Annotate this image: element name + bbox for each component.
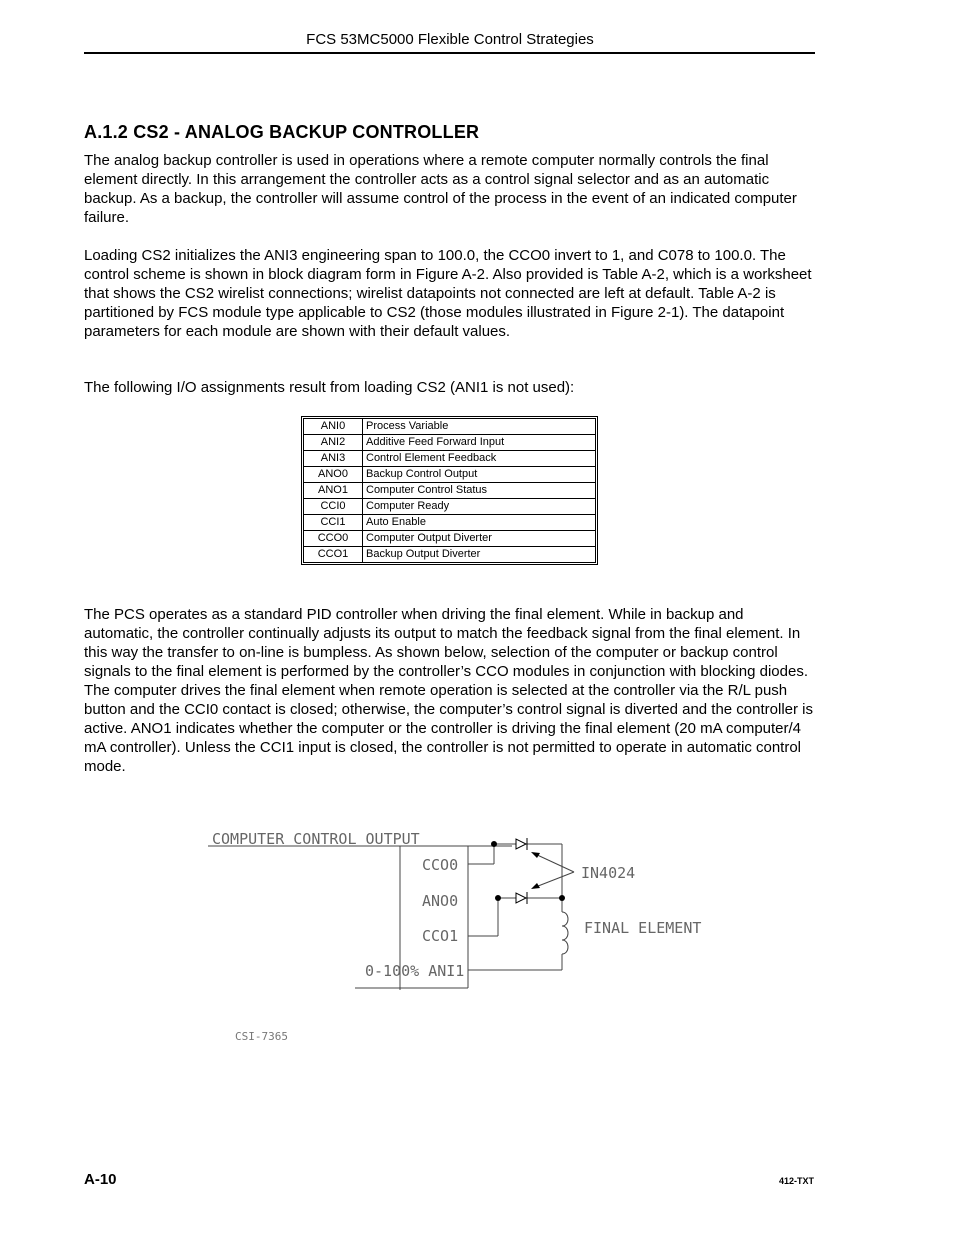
page-number: A-10 (84, 1171, 117, 1188)
cco1-label: CCO1 (422, 927, 459, 945)
page-header-title: FCS 53MC5000 Flexible Control Strategies (306, 31, 594, 48)
junction-dot (495, 895, 501, 901)
table-row (304, 483, 596, 499)
table-row (304, 451, 596, 467)
io-code: ANO0 (304, 467, 363, 483)
diode-label: IN4024 (581, 864, 636, 882)
computer-output-label: COMPUTER CONTROL OUTPUT (212, 830, 420, 848)
io-code: ANO1 (304, 483, 363, 499)
diode-pointer-line (533, 853, 574, 872)
table-row (304, 435, 596, 451)
arrowhead-icon (531, 883, 540, 889)
document-code: 412-TXT (778, 1176, 814, 1186)
io-assignment-table (301, 416, 598, 565)
paragraph-operation: The PCS operates as a standard PID controller when driving the final element. While in backup and automatic, the controller continually adjusts its output to match the feedback signal from the final element. In this way the transfer to on-line is bumpless. As shown below, selection of the computer or backup control signals to the final element is performed by the controller’s CCO modules in conjunction with blocking diodes. The computer drives the final element when remote operation is selected at the controller via the R/L push button and the CCI0 contact is closed; otherwise, the computer’s control signal is diverted and the controller is active. ANO1 indicates whether the computer or the controller is driving the final element (20 mA computer/4 mA controller). Unless the CCI1 input is closed, the controller is not permitted to operate in automatic control mode. (84, 606, 814, 775)
table-row (304, 515, 596, 531)
paragraph-io-intro: The following I/O assignments result from loading CS2 (ANI1 is not used): (84, 379, 575, 396)
io-description: Computer Control Status (363, 483, 596, 499)
diode-pointer-line (533, 872, 574, 888)
drawing-id: CSI-7365 (235, 1030, 288, 1043)
table-row (304, 419, 596, 435)
io-code: CCI0 (304, 499, 363, 515)
io-description: Additive Feed Forward Input (363, 435, 596, 451)
section-heading: A.1.2 CS2 - ANALOG BACKUP CONTROLLER (84, 122, 480, 142)
ano0-label: ANO0 (422, 892, 459, 910)
io-description: Computer Output Diverter (363, 531, 596, 547)
io-description: Backup Output Diverter (363, 547, 596, 563)
wiring-diagram (200, 820, 760, 1050)
diode-icon (516, 892, 527, 904)
header-rule (84, 52, 815, 54)
io-code: ANI0 (304, 419, 363, 435)
arrowhead-icon (531, 852, 540, 858)
io-code: CCO0 (304, 531, 363, 547)
io-description: Backup Control Output (363, 467, 596, 483)
io-code: ANI3 (304, 451, 363, 467)
table-row (304, 531, 596, 547)
paragraph-intro: The analog backup controller is used in operations where a remote computer normally controls the final element directly. In this arrangement the controller acts as a control signal selector and as an automatic backup. As a backup, the controller will assume control of the process in the event of an indicated computer failure. (84, 152, 797, 226)
io-code: ANI2 (304, 435, 363, 451)
io-description: Process Variable (363, 419, 596, 435)
io-description: Auto Enable (363, 515, 596, 531)
diode-icon (516, 838, 527, 850)
final-element-label: FINAL ELEMENT (584, 919, 702, 937)
table-row (304, 547, 596, 563)
coil-icon (562, 912, 568, 954)
paragraph-loading: Loading CS2 initializes the ANI3 engineering span to 100.0, the CCO0 invert to 1, and C078 to 100.0. The control scheme is shown in block diagram form in Figure A-2. Also provided is Table A-2, which is a worksheet that shows the CS2 wirelist connections; wirelist datapoints not connected are left at default. Table A-2 is partitioned by FCS module type applicable to CS2 (those modules illustrated in Figure 2-1). The datapoint parameters for each module are shown with their default values. (84, 247, 812, 340)
ani1-label: 0-100% ANI1 (365, 962, 465, 980)
io-description: Control Element Feedback (363, 451, 596, 467)
io-code: CCI1 (304, 515, 363, 531)
table-row (304, 499, 596, 515)
io-description: Computer Ready (363, 499, 596, 515)
table-row (304, 467, 596, 483)
io-code: CCO1 (304, 547, 363, 563)
cco0-label: CCO0 (422, 856, 459, 874)
junction-dot (491, 841, 497, 847)
junction-dot (559, 895, 565, 901)
